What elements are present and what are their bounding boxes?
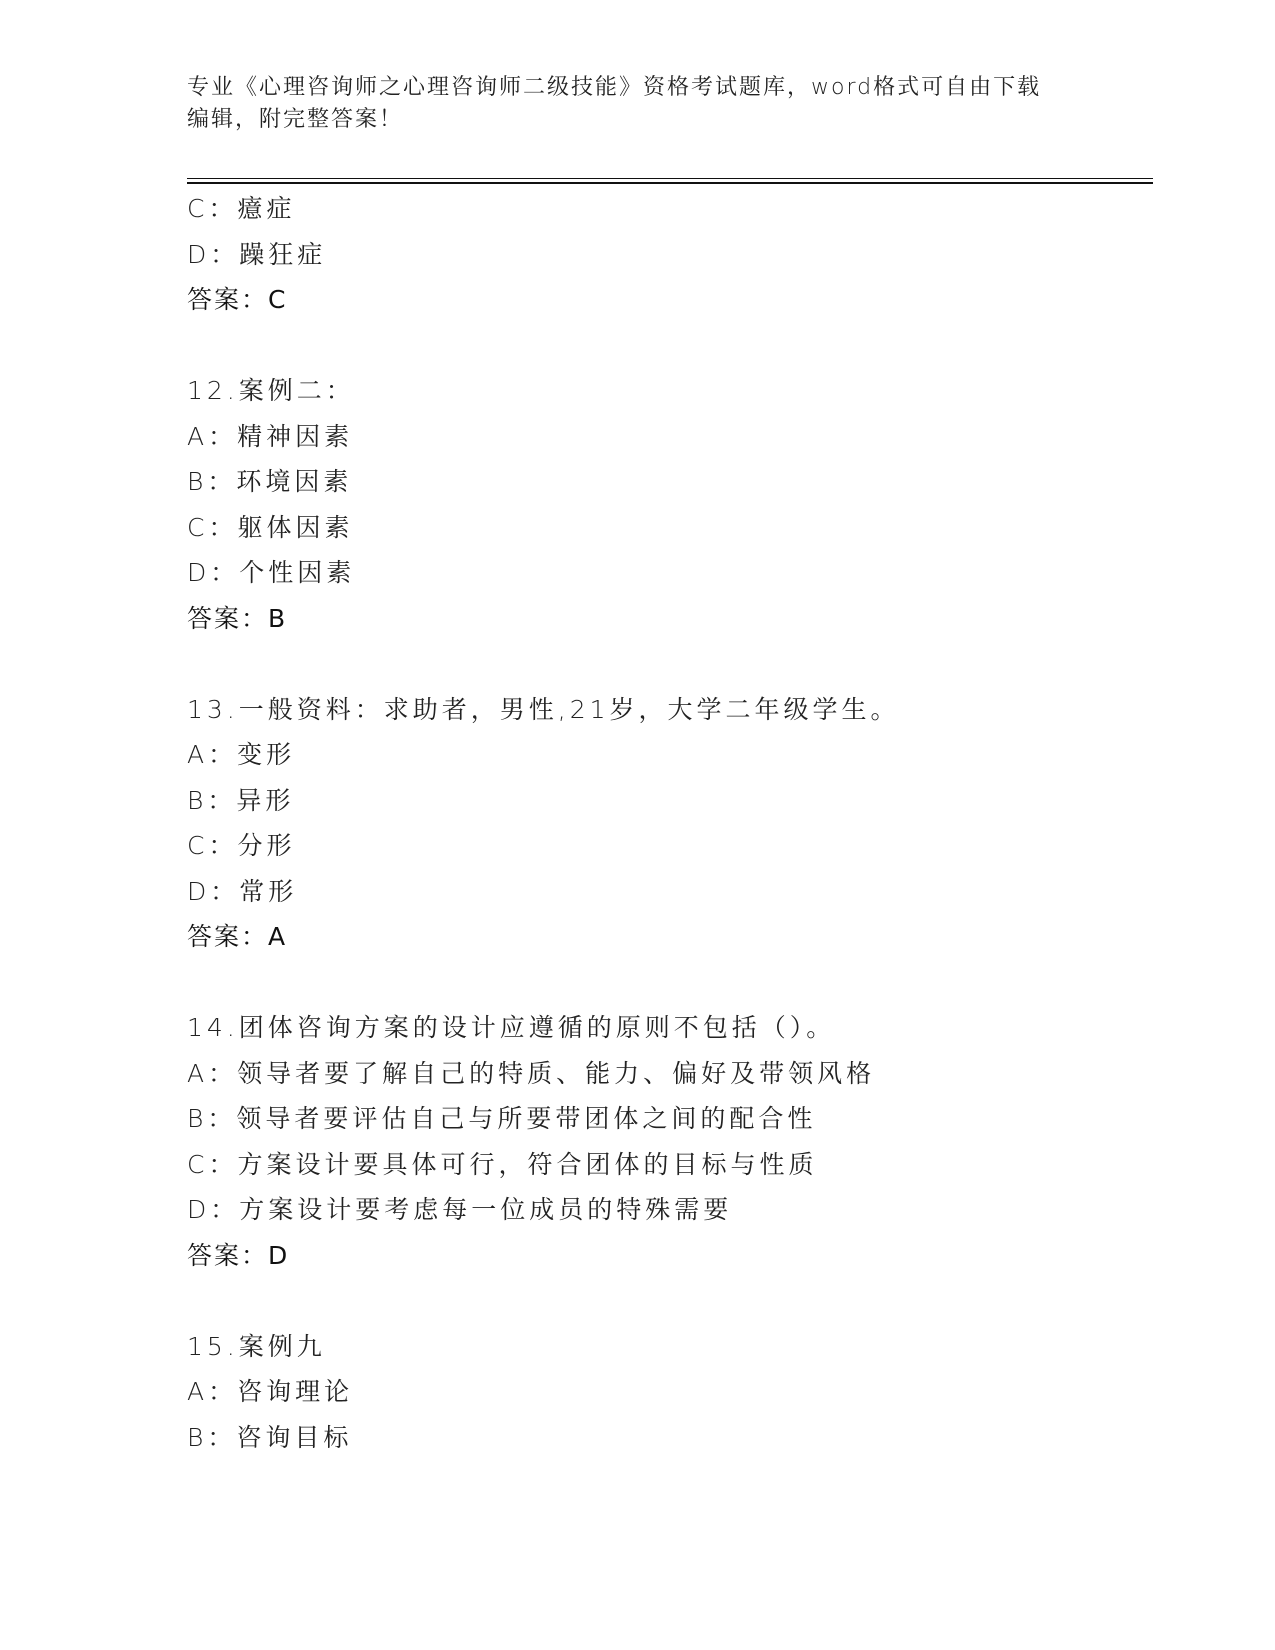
- option-d: D：常形: [187, 876, 298, 906]
- spacer: [187, 1278, 1153, 1324]
- answer: 答案：C: [187, 285, 288, 314]
- spacer: [187, 960, 1153, 1006]
- option-a: A：精神因素: [187, 421, 354, 451]
- option-b: B：异形: [187, 785, 295, 815]
- question-text: 12.案例二：: [187, 376, 355, 405]
- question-12: [187, 368, 1153, 641]
- option-a: A：领导者要了解自己的特质、能力、偏好及带领风格: [187, 1058, 876, 1088]
- spacer: [187, 641, 1153, 687]
- option-d: D：个性因素: [187, 558, 356, 587]
- answer: 答案：B: [187, 603, 288, 633]
- option-c: C：癔症: [187, 194, 296, 223]
- option-d: D：躁狂症: [187, 239, 327, 269]
- document-header: [187, 72, 1087, 136]
- question-list: [187, 186, 1153, 1460]
- header-line-2: 编辑，附完整答案！: [187, 107, 404, 132]
- option-b: B：领导者要评估自己与所要带团体之间的配合性: [187, 1104, 817, 1133]
- answer: 答案：A: [187, 922, 288, 951]
- question-13: [187, 687, 1153, 960]
- answer: 答案：D: [187, 1240, 290, 1270]
- header-divider-top: [187, 178, 1153, 179]
- option-c: C：躯体因素: [187, 512, 354, 542]
- option-c: C：方案设计要具体可行，符合团体的目标与性质: [187, 1149, 818, 1179]
- option-a: A：变形: [187, 740, 296, 769]
- question-text: 15.案例九: [187, 1331, 326, 1361]
- question-text: 13.一般资料：求助者，男性,21岁，大学二年级学生。: [187, 694, 900, 724]
- option-c: C：分形: [187, 831, 296, 860]
- question-text: 14.团体咨询方案的设计应遵循的原则不包括（）。: [187, 1013, 836, 1042]
- question-11: [187, 186, 1153, 323]
- header-line-1: 专业《心理咨询师之心理咨询师二级技能》资格考试题库，word格式可自由下载: [187, 75, 1042, 100]
- option-b: B：咨询目标: [187, 1422, 353, 1452]
- option-a: A：咨询理论: [187, 1377, 354, 1406]
- question-14: [187, 1005, 1153, 1278]
- spacer: [187, 323, 1153, 369]
- question-15: [187, 1324, 1153, 1461]
- option-d: D：方案设计要考虑每一位成员的特殊需要: [187, 1195, 733, 1224]
- option-b: B：环境因素: [187, 467, 353, 496]
- header-divider-bottom: [187, 182, 1153, 184]
